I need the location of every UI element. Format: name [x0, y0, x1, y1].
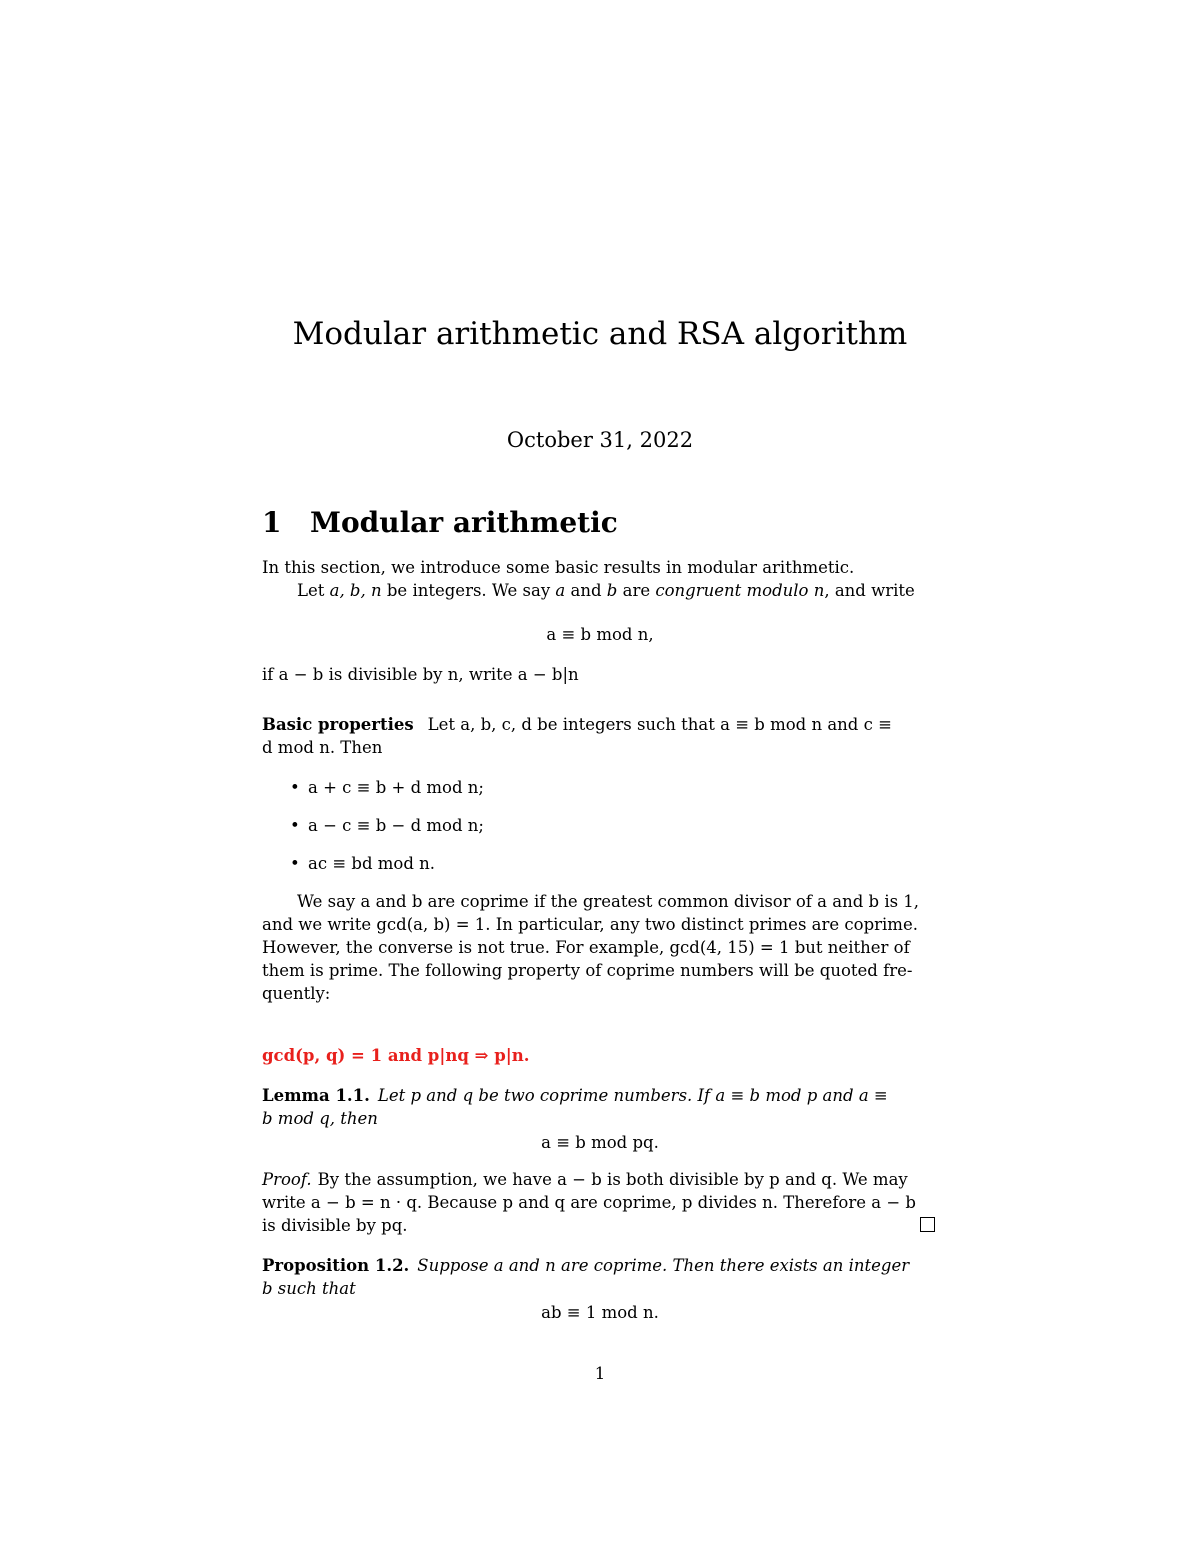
bullet-icon: • — [290, 816, 300, 835]
bullet-icon: • — [290, 778, 300, 797]
proposition-display: ab ≡ 1 mod n. — [541, 1303, 659, 1322]
def-vars: a, b, n — [329, 581, 382, 600]
basic-properties-line-1 — [262, 715, 892, 734]
document-title: Modular arithmetic and RSA algorithm — [292, 316, 908, 352]
bullet-icon: • — [290, 854, 300, 873]
def-var-a: a — [555, 581, 566, 600]
red-formula: gcd(p, q) = 1 and p|nq ⇒ p|n. — [262, 1046, 530, 1065]
list-item-text: ac ≡ bd mod n. — [308, 854, 436, 873]
divisible-line: if a − b is divisible by n, write a − b|n — [262, 665, 579, 684]
proof-label: Proof. — [262, 1170, 312, 1189]
proof-text: By the assumption, we have a − b is both divisible by p and q. We may — [317, 1170, 908, 1189]
lemma-display: a ≡ b mod pq. — [541, 1133, 659, 1152]
qed-square-icon — [920, 1217, 935, 1232]
document-date: October 31, 2022 — [506, 428, 694, 452]
def-text-4: are — [617, 581, 656, 600]
proposition-label: Proposition 1.2. — [262, 1256, 410, 1275]
basic-properties-heading: Basic properties — [262, 715, 414, 734]
section-number: 1 — [262, 506, 282, 539]
proof-line-1 — [262, 1170, 908, 1189]
list-item — [290, 778, 484, 797]
section-title: Modular arithmetic — [310, 506, 618, 539]
coprime-line-1: We say a and b are coprime if the greatest common divisor of a and b is 1, — [297, 892, 920, 911]
basic-properties-line-2: d mod n. Then — [262, 738, 383, 757]
def-text-5: , and write — [824, 581, 915, 600]
section-heading — [262, 506, 618, 539]
list-item-text: a − c ≡ b − d mod n; — [308, 816, 484, 835]
coprime-line-3: However, the converse is not true. For example, gcd(4, 15) = 1 but neither of — [262, 938, 910, 957]
lemma-line-2: b mod q, then — [262, 1109, 378, 1128]
coprime-line-2: and we write gcd(a, b) = 1. In particular, any two distinct primes are coprime. — [262, 915, 918, 934]
definition-line — [297, 581, 915, 600]
def-text-3: and — [565, 581, 607, 600]
proof-line-2: write a − b = n · q. Because p and q are coprime, p divides n. Therefore a − b — [262, 1193, 916, 1212]
congruence-display: a ≡ b mod n, — [546, 625, 654, 644]
intro-text: In this section, we introduce some basic results in modular arithmetic. — [262, 558, 855, 577]
lemma-label: Lemma 1.1. — [262, 1086, 370, 1105]
page-number: 1 — [594, 1364, 606, 1383]
list-item — [290, 816, 484, 835]
coprime-line-5: quently: — [262, 984, 331, 1003]
def-var-b: b — [606, 581, 618, 600]
basic-properties-text: Let a, b, c, d be integers such that a ≡ b mod n and c ≡ — [427, 715, 892, 734]
def-emphasis: congruent modulo n — [655, 581, 825, 600]
proposition-text: Suppose a and n are coprime. Then there exists an integer — [417, 1256, 910, 1275]
coprime-line-4: them is prime. The following property of coprime numbers will be quoted fre- — [262, 961, 913, 980]
proposition-line-1 — [262, 1256, 909, 1275]
list-item-text: a + c ≡ b + d mod n; — [308, 778, 484, 797]
proof-line-3: is divisible by pq. — [262, 1216, 408, 1235]
list-item — [290, 854, 435, 873]
lemma-text: Let p and q be two coprime numbers. If a ≡ b mod p and a ≡ — [377, 1086, 888, 1105]
proposition-line-2: b such that — [262, 1279, 356, 1298]
def-text-2: be integers. We say — [381, 581, 556, 600]
lemma-line-1 — [262, 1086, 888, 1105]
def-text-1: Let — [297, 581, 330, 600]
